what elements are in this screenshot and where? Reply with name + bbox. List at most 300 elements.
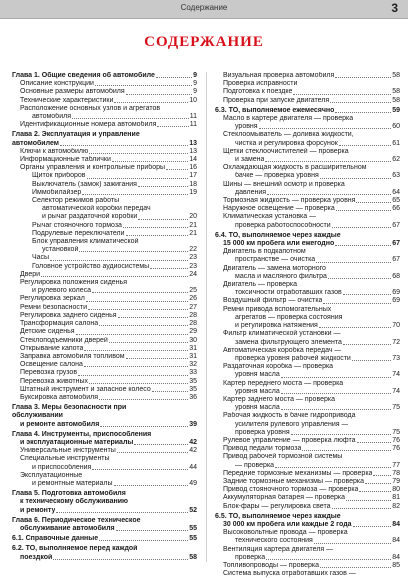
toc-entry-page: 81 xyxy=(392,494,400,502)
toc-entry-page: 20 xyxy=(189,213,197,221)
dot-leader xyxy=(373,475,391,476)
toc-entry-label: Подготовка к поездке xyxy=(223,88,293,96)
toc-entry[interactable] xyxy=(215,453,400,461)
toc-entry-label: Эксплуатационные xyxy=(20,471,83,479)
toc-entry[interactable] xyxy=(215,80,400,88)
dot-leader xyxy=(343,344,391,345)
toc-entry-label: Глава 3. Меры безопасности при xyxy=(12,404,127,412)
dot-leader xyxy=(365,483,391,484)
toc-entry[interactable] xyxy=(12,295,197,303)
toc-entry-label: Топливопроводы — проверка xyxy=(223,561,320,569)
toc-entry[interactable] xyxy=(12,412,197,420)
toc-entry-page: 66 xyxy=(392,205,400,213)
toc-entry-label: бачке — проверка уровня xyxy=(235,172,319,180)
dot-leader xyxy=(138,219,188,220)
header-section-title: Содержание xyxy=(180,3,228,12)
toc-entry[interactable] xyxy=(215,181,400,189)
toc-entry[interactable] xyxy=(12,507,197,515)
toc-entry[interactable] xyxy=(12,525,197,533)
toc-entry[interactable] xyxy=(12,345,197,353)
toc-entry-page: 62 xyxy=(392,156,400,164)
toc-entry[interactable] xyxy=(12,464,197,472)
toc-entry[interactable] xyxy=(215,322,400,330)
toc-entry[interactable] xyxy=(215,486,400,494)
dot-leader xyxy=(76,334,189,335)
toc-entry-label: Технические характеристики xyxy=(20,96,114,104)
toc-entry[interactable] xyxy=(215,232,400,240)
toc-entry-label: и ремонту xyxy=(20,506,56,514)
dot-leader xyxy=(323,303,391,304)
toc-entry-label: Блок-фары — регулировка света xyxy=(223,502,331,510)
toc-entry[interactable] xyxy=(12,517,197,525)
toc-entry[interactable] xyxy=(12,421,197,429)
toc-entry-page: 63 xyxy=(392,172,400,180)
toc-entry[interactable] xyxy=(12,213,197,221)
toc-entry[interactable] xyxy=(12,386,197,394)
toc-entry-label: Проверка при запуске двигателя xyxy=(223,96,330,104)
toc-entry-label: Блок управления климатической xyxy=(32,238,139,246)
toc-entry[interactable] xyxy=(215,404,400,412)
toc-entry-label: Двигатель в подкапотном xyxy=(223,248,306,256)
toc-entry-label: 30 000 км пробега или каждые 2 года xyxy=(223,520,352,528)
toc-entry-label: Проверка исправности xyxy=(223,80,298,88)
toc-entry-label: Рулевое управление — проверка люфта xyxy=(223,436,356,444)
toc-entry[interactable] xyxy=(215,521,400,529)
toc-entry[interactable] xyxy=(12,271,197,279)
toc-entry[interactable] xyxy=(215,156,400,164)
dot-leader xyxy=(134,444,188,445)
toc-entry[interactable] xyxy=(12,254,197,262)
toc-entry[interactable] xyxy=(215,273,400,281)
toc-entry-label: 6.4. ТО, выполняемое через каждые xyxy=(215,231,341,239)
dot-leader xyxy=(320,567,391,568)
toc-entry-page: 18 xyxy=(189,180,197,188)
toc-entry[interactable] xyxy=(215,88,400,96)
dot-leader xyxy=(281,377,391,378)
dot-leader xyxy=(356,202,391,203)
toc-entry[interactable] xyxy=(215,478,400,486)
dot-leader xyxy=(117,452,188,453)
toc-entry-label: Система выпуска отработавших газов — xyxy=(223,570,356,578)
toc-entry-label: Масло в картере двигателя — проверка xyxy=(223,115,354,123)
toc-entry-page: 27 xyxy=(189,303,197,311)
toc-entry-label: и рулевого колеса xyxy=(32,287,92,295)
toc-entry[interactable] xyxy=(12,535,197,543)
toc-entry[interactable] xyxy=(215,131,400,139)
toc-entry[interactable] xyxy=(12,439,197,447)
toc-entry-page: 69 xyxy=(392,297,400,305)
toc-entry[interactable] xyxy=(215,256,400,264)
dot-leader xyxy=(56,512,188,513)
toc-entry[interactable] xyxy=(12,472,197,480)
toc-entry-label: Ремни привода вспомогательных xyxy=(223,305,332,313)
toc-entry[interactable] xyxy=(215,445,400,453)
toc-entry-label: Основные размеры автомобиля xyxy=(20,88,125,96)
toc-entry-label: Штатный инструмент и запасное колесо xyxy=(20,385,151,393)
toc-entry[interactable] xyxy=(215,355,400,363)
toc-entry-label: Передние тормозные механизмы — проверка xyxy=(223,469,373,477)
toc-entry[interactable] xyxy=(12,320,197,328)
toc-entry-label: поездкой xyxy=(20,553,53,561)
toc-entry[interactable] xyxy=(12,361,197,369)
toc-entry-label: Информационные таблички xyxy=(20,156,111,164)
toc-entry-label: обслуживание автомобиля xyxy=(20,524,115,532)
toc-entry[interactable] xyxy=(12,113,197,121)
toc-entry-label: агрегатов — проверка состояния xyxy=(235,313,343,321)
toc-entry[interactable] xyxy=(215,213,400,221)
toc-entry-label: и рычаг раздаточной коробки xyxy=(42,213,138,221)
toc-entry-page: 68 xyxy=(392,272,400,280)
toc-entry-label: и регулировка натяжения xyxy=(235,322,318,330)
toc-entry[interactable] xyxy=(215,529,400,537)
toc-entry-page: 55 xyxy=(189,524,197,532)
toc-entry-page: 49 xyxy=(189,479,197,487)
toc-entry[interactable] xyxy=(12,369,197,377)
toc-entry[interactable] xyxy=(215,570,400,578)
toc-entry-page: 69 xyxy=(392,289,400,297)
dot-leader xyxy=(275,467,391,468)
toc-entry[interactable] xyxy=(12,490,197,498)
dot-leader xyxy=(281,393,391,394)
toc-entry[interactable] xyxy=(12,498,197,506)
toc-entry[interactable] xyxy=(12,287,197,295)
toc-entry[interactable] xyxy=(215,462,400,470)
toc-entry[interactable] xyxy=(12,131,197,139)
toc-entry[interactable] xyxy=(215,429,400,437)
toc-entry[interactable] xyxy=(215,537,400,545)
toc-entry-label: замена фильтрующего элемента xyxy=(235,338,342,346)
toc-entry[interactable] xyxy=(12,447,197,455)
dot-leader xyxy=(78,375,188,376)
toc-entry-label: Детские сиденья xyxy=(20,328,75,336)
toc-entry[interactable] xyxy=(215,115,400,123)
toc-entry[interactable] xyxy=(215,363,400,371)
toc-entry[interactable] xyxy=(215,148,400,156)
toc-entry-label: Задние тормозные механизмы — проверка xyxy=(223,477,365,485)
toc-entry[interactable] xyxy=(12,197,197,205)
toc-entry-label: Климатическая установка — xyxy=(223,213,317,221)
toc-entry-label: Глава 4. Инструменты, приспособления xyxy=(12,430,152,438)
toc-entry-label: Двигатель — замена моторного xyxy=(223,264,326,272)
toc-entry[interactable] xyxy=(12,312,197,320)
toc-entry-label: Ключи к автомобилю xyxy=(20,147,89,155)
toc-entry[interactable] xyxy=(215,164,400,172)
toc-entry-label: масла и масляного фильтра xyxy=(235,272,327,280)
toc-entry[interactable] xyxy=(215,189,400,197)
toc-entry[interactable] xyxy=(12,238,197,246)
toc-entry[interactable] xyxy=(215,222,400,230)
toc-entry[interactable] xyxy=(215,554,400,562)
toc-entry-label: Охлаждающая жидкость в расширительном xyxy=(223,164,367,172)
toc-entry[interactable] xyxy=(215,421,400,429)
toc-entry[interactable] xyxy=(12,172,197,180)
toc-entry[interactable] xyxy=(215,339,400,347)
toc-entry-page: 78 xyxy=(392,469,400,477)
toc-entry[interactable] xyxy=(12,455,197,463)
dot-leader xyxy=(281,409,391,410)
toc-entry-label: Регулировка заднего сиденья xyxy=(20,311,117,319)
toc-entry[interactable] xyxy=(12,263,197,271)
toc-entry[interactable] xyxy=(12,121,197,129)
dot-leader xyxy=(100,426,188,427)
toc-entry-page: 14 xyxy=(189,156,197,164)
toc-entry-page: 55 xyxy=(189,535,197,543)
toc-entry[interactable] xyxy=(12,554,197,562)
toc-entry-label: Картер заднего моста — проверка xyxy=(223,395,335,403)
toc-entry-label: Заправка автомобиля топливом xyxy=(20,352,125,360)
toc-entry[interactable] xyxy=(12,156,197,164)
toc-entry-page: 58 xyxy=(392,96,400,104)
toc-entry-label: автоматической коробки передач xyxy=(42,205,151,213)
toc-entry-page: 32 xyxy=(189,361,197,369)
toc-entry[interactable] xyxy=(12,404,197,412)
toc-entry-label: Перевозка грузов xyxy=(20,369,78,377)
dot-leader xyxy=(352,360,391,361)
toc-entry-label: Регулировка зеркал xyxy=(20,295,85,303)
dot-leader xyxy=(126,358,189,359)
toc-entry[interactable] xyxy=(215,297,400,305)
dot-leader xyxy=(92,469,188,470)
toc-entry[interactable] xyxy=(12,140,197,148)
dot-leader xyxy=(53,559,188,560)
toc-entry-label: Идентификационные номера автомобиля xyxy=(20,121,157,129)
toc-entry[interactable] xyxy=(215,388,400,396)
dot-leader xyxy=(346,500,391,501)
column-divider xyxy=(206,72,207,562)
dot-leader xyxy=(336,210,391,211)
toc-entry-page: 31 xyxy=(189,344,197,352)
dot-leader xyxy=(319,327,391,328)
toc-entry[interactable] xyxy=(215,412,400,420)
toc-entry-label: Наружное освещение — проверка xyxy=(223,205,335,213)
dot-leader xyxy=(359,491,391,492)
toc-entry-page: 17 xyxy=(189,172,197,180)
toc-entry[interactable] xyxy=(12,431,197,439)
toc-entry[interactable] xyxy=(12,164,197,172)
dot-leader xyxy=(157,126,188,127)
toc-entry[interactable] xyxy=(215,172,400,180)
dot-leader xyxy=(265,161,391,162)
toc-entry-page: 13 xyxy=(189,147,197,155)
dot-leader xyxy=(314,543,391,544)
toc-entry[interactable] xyxy=(12,88,197,96)
toc-entry[interactable] xyxy=(215,248,400,256)
toc-entry-label: Универсальные инструменты xyxy=(20,447,116,455)
dot-leader xyxy=(357,442,392,443)
dot-leader xyxy=(84,366,188,367)
toc-entry-page: 9 xyxy=(193,88,197,96)
toc-entry-page: 67 xyxy=(392,256,400,264)
toc-entry-page: 9 xyxy=(193,80,197,88)
toc-entry[interactable] xyxy=(12,148,197,156)
toc-entry-page: 23 xyxy=(189,262,197,270)
toc-entry[interactable] xyxy=(215,289,400,297)
toc-entry-label: Автоматическая коробка передач — xyxy=(223,346,342,354)
toc-entry[interactable] xyxy=(12,304,197,312)
toc-entry[interactable] xyxy=(215,107,400,115)
toc-entry[interactable] xyxy=(12,222,197,230)
toc-entry[interactable] xyxy=(12,230,197,238)
toc-entry[interactable] xyxy=(12,480,197,488)
toc-entry[interactable] xyxy=(215,371,400,379)
toc-entry-page: 85 xyxy=(392,561,400,569)
toc-entry[interactable] xyxy=(215,380,400,388)
dot-leader xyxy=(95,85,192,86)
dot-leader xyxy=(112,161,188,162)
running-header xyxy=(0,0,408,19)
toc-entry-label: Регулировка положения сиденья xyxy=(20,279,127,287)
toc-entry-page: 74 xyxy=(392,371,400,379)
toc-entry-page: 52 xyxy=(189,506,197,514)
toc-entry[interactable] xyxy=(215,123,400,131)
toc-entry[interactable] xyxy=(12,72,197,80)
toc-entry-label: Визуальная проверка автомобиля xyxy=(223,72,335,79)
toc-entry[interactable] xyxy=(12,189,197,197)
toc-entry-label: Вентиляция картера двигателя — xyxy=(223,545,334,553)
toc-entry[interactable] xyxy=(215,240,400,248)
toc-entry-page: 22 xyxy=(189,246,197,254)
toc-entry-label: Трансформация салона xyxy=(20,320,99,328)
toc-entry-page: 24 xyxy=(189,270,197,278)
toc-entry[interactable] xyxy=(12,545,197,553)
dot-leader xyxy=(86,301,188,302)
toc-entry-label: Аккумуляторная батарея — проверка xyxy=(223,494,346,502)
toc-entry-label: проверка работоспособности xyxy=(235,221,331,229)
toc-entry[interactable] xyxy=(215,306,400,314)
toc-entry-page: 67 xyxy=(392,240,400,248)
toc-entry[interactable] xyxy=(215,265,400,273)
toc-entry[interactable] xyxy=(215,562,400,570)
toc-entry-label: Картер переднего моста — проверка xyxy=(223,379,344,387)
dot-leader xyxy=(320,178,391,179)
toc-entry[interactable] xyxy=(215,314,400,322)
toc-entry-label: Перевозка животных xyxy=(20,377,89,385)
toc-entry-label: Привод рабочей тормозной системы xyxy=(223,453,343,461)
toc-entry[interactable] xyxy=(12,205,197,213)
toc-entry[interactable] xyxy=(12,353,197,361)
toc-entry[interactable] xyxy=(12,337,197,345)
dot-leader xyxy=(88,309,188,310)
toc-entry[interactable] xyxy=(12,105,197,113)
toc-entry-label: проверка уровня рабочей жидкости xyxy=(235,354,351,362)
dot-leader xyxy=(60,145,188,146)
toc-right-column xyxy=(215,72,400,578)
toc-entry-label: Селектор режимов работы xyxy=(32,197,120,205)
toc-entry-page: 75 xyxy=(392,428,400,436)
dot-leader xyxy=(116,530,189,531)
toc-entry-page: 75 xyxy=(392,404,400,412)
toc-entry-label: токсичности отработавших газов xyxy=(235,289,342,297)
toc-entry[interactable] xyxy=(215,470,400,478)
dot-leader xyxy=(138,186,188,187)
toc-entry[interactable] xyxy=(12,394,197,402)
dot-leader xyxy=(123,227,188,228)
dot-leader xyxy=(79,251,188,252)
toc-entry-label: Органы управления и контрольные приборы xyxy=(20,164,166,172)
toc-entry[interactable] xyxy=(12,246,197,254)
dot-leader xyxy=(316,262,391,263)
toc-entry-label: уровня масла xyxy=(235,387,280,395)
toc-entry-label: обслуживании xyxy=(12,412,63,420)
toc-entry-label: и ремонтные материалы xyxy=(32,479,113,487)
toc-entry-label: Глава 1. Общие сведения об автомобиле xyxy=(12,72,155,79)
dot-leader xyxy=(126,235,189,236)
toc-entry-page: 65 xyxy=(392,197,400,205)
toc-entry-page: 31 xyxy=(189,352,197,360)
toc-entry-page: 84 xyxy=(392,520,400,528)
dot-leader xyxy=(150,268,188,269)
toc-entry-page: 77 xyxy=(392,461,400,469)
toc-entry[interactable] xyxy=(215,97,400,105)
toc-entry[interactable] xyxy=(215,205,400,213)
toc-entry-page: 76 xyxy=(392,436,400,444)
dot-leader xyxy=(259,128,392,129)
toc-entry-label: Шины — внешний осмотр и проверка xyxy=(223,180,345,188)
toc-entry-label: Рабочая жидкость в бачке гидропривода xyxy=(223,412,356,420)
toc-entry-page: 13 xyxy=(189,139,197,147)
toc-entry[interactable] xyxy=(215,503,400,511)
toc-entry-page: 28 xyxy=(189,320,197,328)
toc-entry-page: 11 xyxy=(189,113,197,121)
toc-entry-label: Двигатель — проверка xyxy=(223,281,298,289)
dot-leader xyxy=(126,94,192,95)
toc-entry-label: уровня xyxy=(235,123,258,131)
toc-entry-label: Глава 2. Эксплуатация и управление xyxy=(12,131,140,139)
toc-entry-page: 73 xyxy=(392,354,400,362)
toc-entry[interactable] xyxy=(215,437,400,445)
dot-leader xyxy=(332,508,392,509)
toc-entry[interactable] xyxy=(215,330,400,338)
toc-entry-page: 11 xyxy=(189,121,197,129)
toc-entry[interactable] xyxy=(215,546,400,554)
toc-entry-page: 74 xyxy=(392,387,400,395)
dot-leader xyxy=(330,102,391,103)
toc-entry[interactable] xyxy=(215,140,400,148)
toc-entry-label: Часы xyxy=(32,254,50,262)
toc-entry[interactable] xyxy=(12,328,197,336)
toc-entry[interactable] xyxy=(12,97,197,105)
toc-entry-label: 6.2. ТО, выполняемое перед каждой xyxy=(12,545,138,553)
dot-leader xyxy=(302,450,391,451)
toc-entry-label: Освещение салона xyxy=(20,361,83,369)
dot-leader xyxy=(114,485,189,486)
toc-entry[interactable] xyxy=(215,513,400,521)
toc-entry[interactable] xyxy=(12,279,197,287)
toc-entry[interactable] xyxy=(12,181,197,189)
toc-entry[interactable] xyxy=(215,494,400,502)
toc-entry-label: Привод стояночного тормоза — проверка xyxy=(223,486,359,494)
toc-entry[interactable] xyxy=(215,197,400,205)
toc-entry-label: и ремонте автомобиля xyxy=(20,420,100,428)
dot-leader xyxy=(99,325,188,326)
toc-entry-page: 9 xyxy=(193,72,197,79)
toc-entry-label: Ремни безопасности xyxy=(20,303,88,311)
toc-entry-page: 26 xyxy=(189,295,197,303)
toc-entry[interactable] xyxy=(12,378,197,386)
toc-entry[interactable] xyxy=(215,396,400,404)
dot-leader xyxy=(267,194,391,195)
toc-entry[interactable] xyxy=(12,80,197,88)
toc-entry[interactable] xyxy=(215,281,400,289)
toc-entry-page: 42 xyxy=(189,438,197,446)
toc-entry[interactable] xyxy=(215,72,400,80)
toc-entry[interactable] xyxy=(215,347,400,355)
toc-entry-label: пространстве — очистка xyxy=(235,256,316,264)
toc-entry-page: 84 xyxy=(392,553,400,561)
toc-entry-label: Подрулевые переключатели xyxy=(32,229,125,237)
dot-leader xyxy=(152,391,188,392)
toc-entry-label: Иммобилайзер xyxy=(32,188,82,196)
